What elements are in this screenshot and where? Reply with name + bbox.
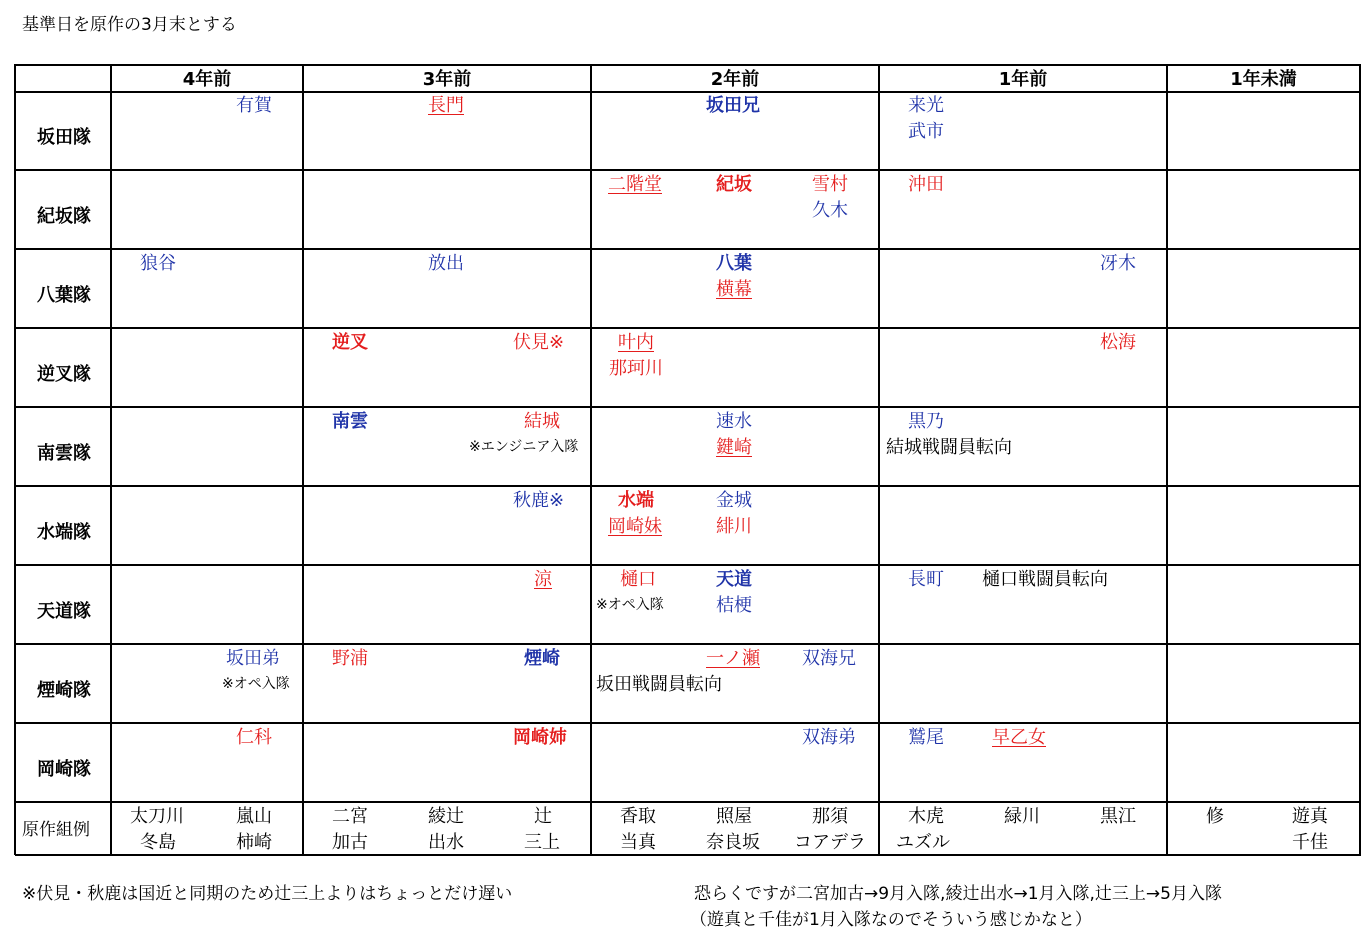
footnote-right-line1: 恐らくですが二宮加古→9月入隊,綾辻出水→1月入隊,辻三上→5月入隊 (694, 884, 1222, 904)
member-name: 長門 (428, 95, 464, 116)
example-name: 出水 (428, 832, 464, 853)
footnote-left: ※伏見・秋鹿は国近と同期のため辻三上よりはちょっとだけ遅い (22, 884, 513, 904)
member-name: 放出 (428, 253, 464, 274)
member-name: 有賀 (236, 95, 272, 116)
member-name: 紀坂 (716, 174, 752, 195)
examples-label: 原作組例 (22, 820, 90, 840)
member-name: 黒乃 (908, 411, 944, 432)
example-name: コアデラ (794, 832, 866, 853)
member-name: 伏見※ (513, 332, 565, 353)
member-name: 双海兄 (802, 648, 856, 669)
member-note: ※エンジニア入隊 (469, 439, 579, 455)
member-name: 南雲 (332, 411, 368, 432)
member-name: 緋川 (716, 516, 752, 537)
member-name: 野浦 (332, 648, 368, 669)
example-name: 香取 (620, 806, 656, 827)
row-label: 紀坂隊 (37, 206, 91, 227)
member-name: 長町 (908, 569, 944, 590)
member-name: 金城 (716, 490, 752, 511)
member-name: 二階堂 (608, 174, 662, 195)
member-name: 秋鹿※ (513, 490, 565, 511)
member-name: 岡崎妹 (608, 516, 662, 537)
member-name: 鍵崎 (716, 437, 752, 458)
member-name: 武市 (908, 121, 944, 142)
row-label: 南雲隊 (37, 443, 91, 464)
member-name: 双海弟 (802, 727, 856, 748)
example-name: 加古 (332, 832, 368, 853)
member-note: 樋口戦闘員転向 (982, 569, 1108, 590)
member-name: 煙崎 (524, 648, 560, 669)
row-label: 煙崎隊 (37, 680, 91, 701)
member-name: 樋口 (620, 569, 656, 590)
header-4-years: 4年前 (182, 69, 232, 90)
example-name: 太刀川 (130, 806, 184, 827)
example-name: 修 (1206, 806, 1224, 827)
member-name: 桔梗 (716, 595, 752, 616)
member-note: 坂田戦闘員転向 (596, 674, 722, 695)
member-name: 逆叉 (332, 332, 368, 353)
member-name: 坂田兄 (706, 95, 760, 116)
member-name: 来光 (908, 95, 944, 116)
example-name: 嵐山 (236, 806, 272, 827)
member-name: 結城 (524, 411, 560, 432)
header-1-year: 1年前 (998, 69, 1048, 90)
member-name: 八葉 (716, 253, 752, 274)
member-name: 松海 (1100, 332, 1136, 353)
example-name: 冬島 (140, 832, 176, 853)
row-label: 坂田隊 (37, 127, 91, 148)
member-name: 坂田弟 (226, 648, 280, 669)
example-name: 奈良坂 (706, 832, 760, 853)
row-label: 逆叉隊 (37, 364, 91, 385)
header-under-1-year: 1年未満 (1230, 69, 1297, 90)
row-label: 岡崎隊 (37, 759, 91, 780)
member-note: ※オペ入隊 (596, 597, 664, 613)
member-name: 早乙女 (992, 727, 1046, 748)
example-name: 照屋 (716, 806, 752, 827)
member-name: 那珂川 (609, 358, 663, 379)
member-name: 久木 (812, 200, 848, 221)
example-name: 千佳 (1292, 832, 1328, 853)
member-name: 沖田 (908, 174, 944, 195)
member-note: 結城戦闘員転向 (886, 437, 1012, 458)
row-label: 水端隊 (37, 522, 91, 543)
row-label: 天道隊 (37, 601, 91, 622)
example-name: 遊真 (1292, 806, 1328, 827)
member-name: 水端 (618, 490, 654, 511)
row-label: 八葉隊 (37, 285, 91, 306)
header-2-years: 2年前 (710, 69, 760, 90)
member-name: 叶内 (618, 332, 654, 353)
example-name: 二宮 (332, 806, 368, 827)
example-name: 三上 (524, 832, 560, 853)
member-name: 冴木 (1100, 253, 1136, 274)
member-name: 鷲尾 (908, 727, 944, 748)
header-3-years: 3年前 (422, 69, 472, 90)
example-name: 柿崎 (236, 832, 272, 853)
example-name: 綾辻 (428, 806, 464, 827)
example-name: 緑川 (1004, 806, 1040, 827)
member-name: 岡崎姉 (513, 727, 567, 748)
member-name: 天道 (716, 569, 752, 590)
member-name: 横幕 (716, 279, 752, 300)
member-name: 一ノ瀬 (706, 648, 760, 669)
example-name: 当真 (620, 832, 656, 853)
member-name: 仁科 (236, 727, 272, 748)
member-name: 狼谷 (140, 253, 176, 274)
member-name: 速水 (716, 411, 752, 432)
example-name: ユズル (896, 832, 950, 853)
example-name: 木虎 (908, 806, 944, 827)
member-name: 涼 (534, 569, 552, 590)
page-title: 基準日を原作の3月末とする (22, 15, 237, 35)
example-name: 那須 (812, 806, 848, 827)
footnote-right-line2: （遊真と千佳が1月入隊なのでそういう感じかなと） (690, 910, 1092, 930)
member-name: 雪村 (812, 174, 848, 195)
example-name: 辻 (534, 806, 552, 827)
example-name: 黒江 (1100, 806, 1136, 827)
member-note: ※オペ入隊 (222, 676, 290, 692)
